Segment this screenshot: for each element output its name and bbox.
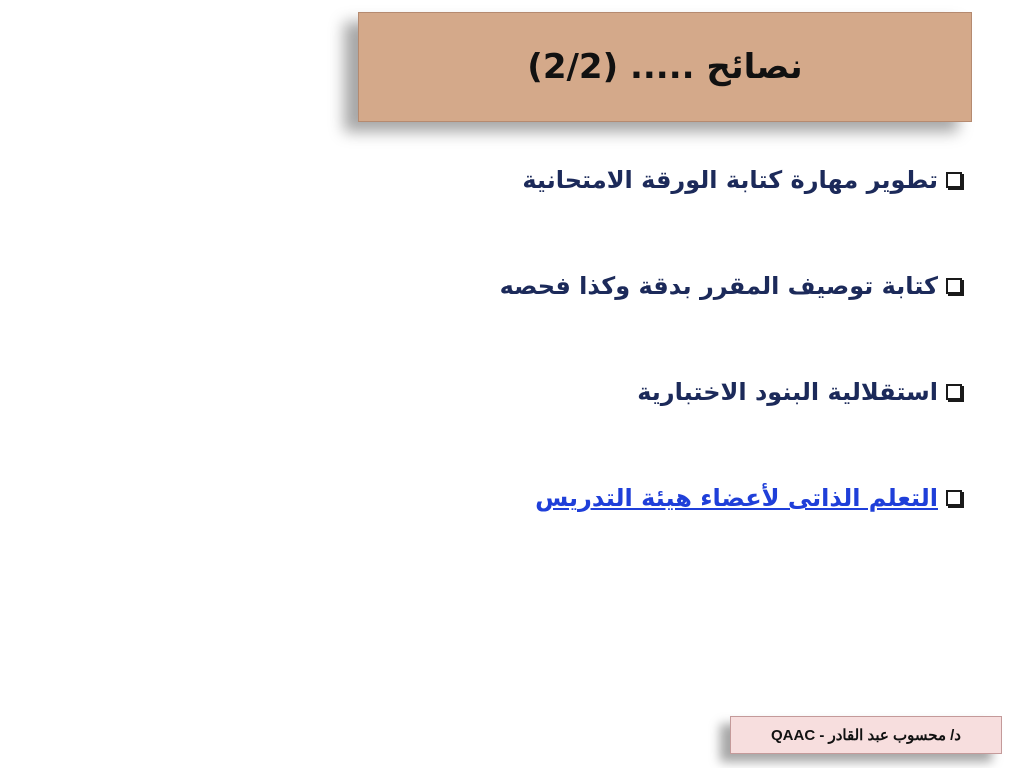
checkbox-bullet-icon xyxy=(946,278,962,294)
bullet-item xyxy=(442,160,962,200)
bullet-text: كتابة توصيف المقرر بدقة وكذا فحصه xyxy=(499,272,938,300)
bullet-list xyxy=(442,160,962,584)
slide-title-box xyxy=(358,12,972,122)
bullet-item xyxy=(442,266,962,306)
footer-box xyxy=(730,716,1002,754)
checkbox-bullet-icon xyxy=(946,172,962,188)
slide-title: نصائح ..... (2/2) xyxy=(527,47,803,87)
checkbox-bullet-icon xyxy=(946,490,962,506)
bullet-item xyxy=(442,372,962,412)
bullet-text: استقلالية البنود الاختبارية xyxy=(637,378,938,406)
bullet-item xyxy=(442,478,962,518)
checkbox-bullet-icon xyxy=(946,384,962,400)
footer-text: د/ محسوب عبد القادر - QAAC xyxy=(771,727,961,744)
bullet-text: تطوير مهارة كتابة الورقة الامتحانية xyxy=(522,166,938,194)
bullet-link[interactable]: التعلم الذاتى لأعضاء هيئة التدريس xyxy=(535,484,938,512)
